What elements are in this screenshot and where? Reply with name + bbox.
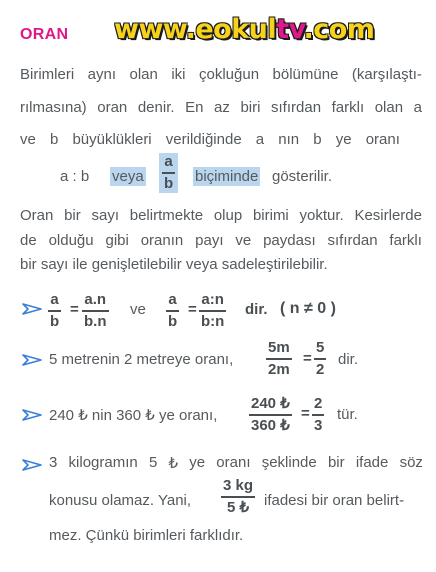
fraction-bar: [314, 358, 326, 360]
word: b: [313, 131, 322, 148]
ex3-line-2b: ifadesi bir oran belirt-: [264, 492, 405, 509]
rule1-f1-den: b: [50, 312, 60, 330]
brand-tv: tv: [276, 14, 304, 45]
word: çokluğun: [199, 66, 260, 83]
word: büyüklükleri: [72, 131, 152, 148]
word: b: [49, 131, 59, 148]
rule1-f2-num: a.n: [84, 291, 107, 308]
ex3-line-1: [49, 454, 423, 472]
rule1-eq-1: =: [70, 301, 79, 318]
notation-fraction: [159, 153, 178, 193]
word: 3: [49, 454, 58, 471]
rule1-f4-num: a:n: [201, 291, 224, 308]
notation-expr: a : b: [60, 168, 90, 185]
intro-line-3: [20, 131, 400, 148]
ex2-eq: =: [301, 405, 310, 422]
ex2-f1-num: 240 ₺: [251, 395, 290, 412]
word: payı: [195, 232, 224, 249]
word: verildiğinde: [165, 131, 242, 148]
word: nın: [278, 131, 300, 148]
rule1-frac-2: [82, 291, 109, 331]
rule1-frac-3: [166, 291, 179, 331]
word: az: [214, 99, 230, 116]
page-title: ORAN: [20, 26, 69, 43]
arrow-bullet-icon: [22, 303, 42, 315]
ex2-frac-1: [249, 395, 292, 435]
fraction-bar: [266, 358, 292, 360]
arrow-bullet-icon: [22, 354, 42, 366]
fraction-denominator: b: [164, 174, 174, 192]
word: Oran: [20, 207, 54, 224]
word: a: [255, 131, 265, 148]
rule1-condition: ( n ≠ 0 ): [280, 300, 336, 317]
fraction-bar: [312, 414, 324, 416]
word: olduğu: [48, 232, 94, 249]
word: iki: [171, 66, 186, 83]
word: denir.: [137, 99, 175, 116]
notation-suffix: gösterilir.: [272, 168, 333, 185]
brand-logo: [114, 14, 374, 45]
word: (karşılaştı-: [351, 66, 422, 83]
ex3-f-den: 5 ₺: [226, 498, 250, 516]
rule1-ve: ve: [130, 301, 146, 318]
word: bölümüne: [272, 66, 339, 83]
word: oran: [97, 99, 128, 116]
rule1-frac-1: [48, 291, 61, 331]
ex2-f1-den: 360 ₺: [251, 416, 290, 434]
ex3-line-2a: konusu olamaz. Yani,: [49, 492, 192, 509]
word: şeklinde: [261, 454, 317, 471]
word: olan: [374, 99, 404, 116]
para2-line-3: bir sayı ile genişletilebilir veya sadeleştirilebilir.: [20, 256, 328, 273]
ex1-text: 5 metrenin 2 metreye oranı,: [49, 351, 234, 368]
rule1-f4-den: b:n: [201, 312, 225, 330]
ex3-f-num: 3 kg: [223, 477, 254, 494]
fraction-bar: [249, 414, 292, 416]
rule1-dir: dir.: [245, 301, 268, 318]
ex2-text: 240 ₺ nin 360 ₺ ye oranı,: [49, 407, 218, 424]
ex1-frac-1: [266, 339, 292, 379]
ex1-f2-den: 2: [316, 360, 325, 378]
rule1-f3-num: a: [168, 291, 177, 308]
para2-line-1: [20, 207, 422, 224]
intro-line-2: [20, 99, 422, 116]
ex1-frac-2: [314, 339, 326, 379]
notation-bicim: biçiminde: [195, 168, 259, 185]
word: sıfırdan: [327, 232, 378, 249]
notation-veya: veya: [112, 168, 144, 185]
word: ye: [189, 454, 206, 471]
word: yoktur.: [299, 207, 344, 224]
word: de: [20, 232, 37, 249]
ex2-suffix: tür.: [337, 406, 358, 423]
word: gibi: [105, 232, 129, 249]
word: ₺: [168, 455, 179, 472]
word: sıfırdan: [271, 99, 322, 116]
rule1-frac-4: [199, 291, 226, 331]
word: farklı: [389, 232, 422, 249]
fraction-bar: [221, 496, 255, 498]
rule1-eq-2: =: [188, 301, 197, 318]
word: bir: [64, 207, 81, 224]
word: oranın: [140, 232, 184, 249]
word: ifade: [355, 454, 389, 471]
word: belirtmekte: [129, 207, 204, 224]
ex2-f2-den: 3: [314, 416, 323, 434]
word: söz: [399, 454, 423, 471]
word: 5: [148, 454, 158, 471]
word: a: [413, 99, 422, 116]
ex3-frac: [221, 477, 255, 517]
rule1-f3-den: b: [168, 312, 178, 330]
word: oranı: [365, 131, 400, 148]
fraction-numerator: a: [164, 153, 173, 170]
word: ve: [20, 131, 36, 148]
word: Birimleri: [20, 66, 75, 83]
arrow-bullet-icon: [22, 409, 42, 421]
word: En: [185, 99, 204, 116]
word: kilogramın: [68, 454, 138, 471]
ex1-eq: =: [303, 350, 312, 367]
word: biri: [240, 99, 261, 116]
word: birimi: [252, 207, 289, 224]
word: aynı: [87, 66, 117, 83]
ex1-f1-num: 5m: [268, 339, 290, 356]
word: olan: [129, 66, 158, 83]
fraction-bar: [166, 310, 179, 312]
brand-com: .com: [303, 14, 375, 45]
word: oranı: [216, 454, 251, 471]
brand-www: www.eokul: [114, 14, 277, 45]
arrow-bullet-icon: [22, 459, 42, 471]
word: sayı: [91, 207, 120, 224]
fraction-bar: [82, 310, 109, 312]
ex2-f2-num: 2: [314, 395, 323, 412]
ex1-f2-num: 5: [316, 339, 325, 356]
fraction-bar: [199, 310, 226, 312]
ex1-suffix: dir.: [338, 351, 359, 368]
word: paydası: [263, 232, 316, 249]
word: farklı: [331, 99, 365, 116]
word: ye: [335, 131, 352, 148]
word: rılmasına): [20, 99, 87, 116]
intro-line-1: [20, 66, 422, 83]
para2-line-2: [20, 232, 422, 249]
fraction-bar: [48, 310, 61, 312]
word: ve: [235, 232, 252, 249]
ex1-f1-den: 2m: [268, 360, 290, 378]
rule1-f1-num: a: [50, 291, 59, 308]
word: olup: [213, 207, 243, 224]
fraction-bar: [162, 172, 175, 174]
ex2-frac-2: [312, 395, 324, 435]
word: bir: [327, 454, 345, 471]
word: Kesirlerde: [354, 207, 422, 224]
rule1-f2-den: b.n: [84, 312, 107, 330]
ex3-line-3: mez. Çünkü birimleri farklıdır.: [49, 527, 244, 544]
